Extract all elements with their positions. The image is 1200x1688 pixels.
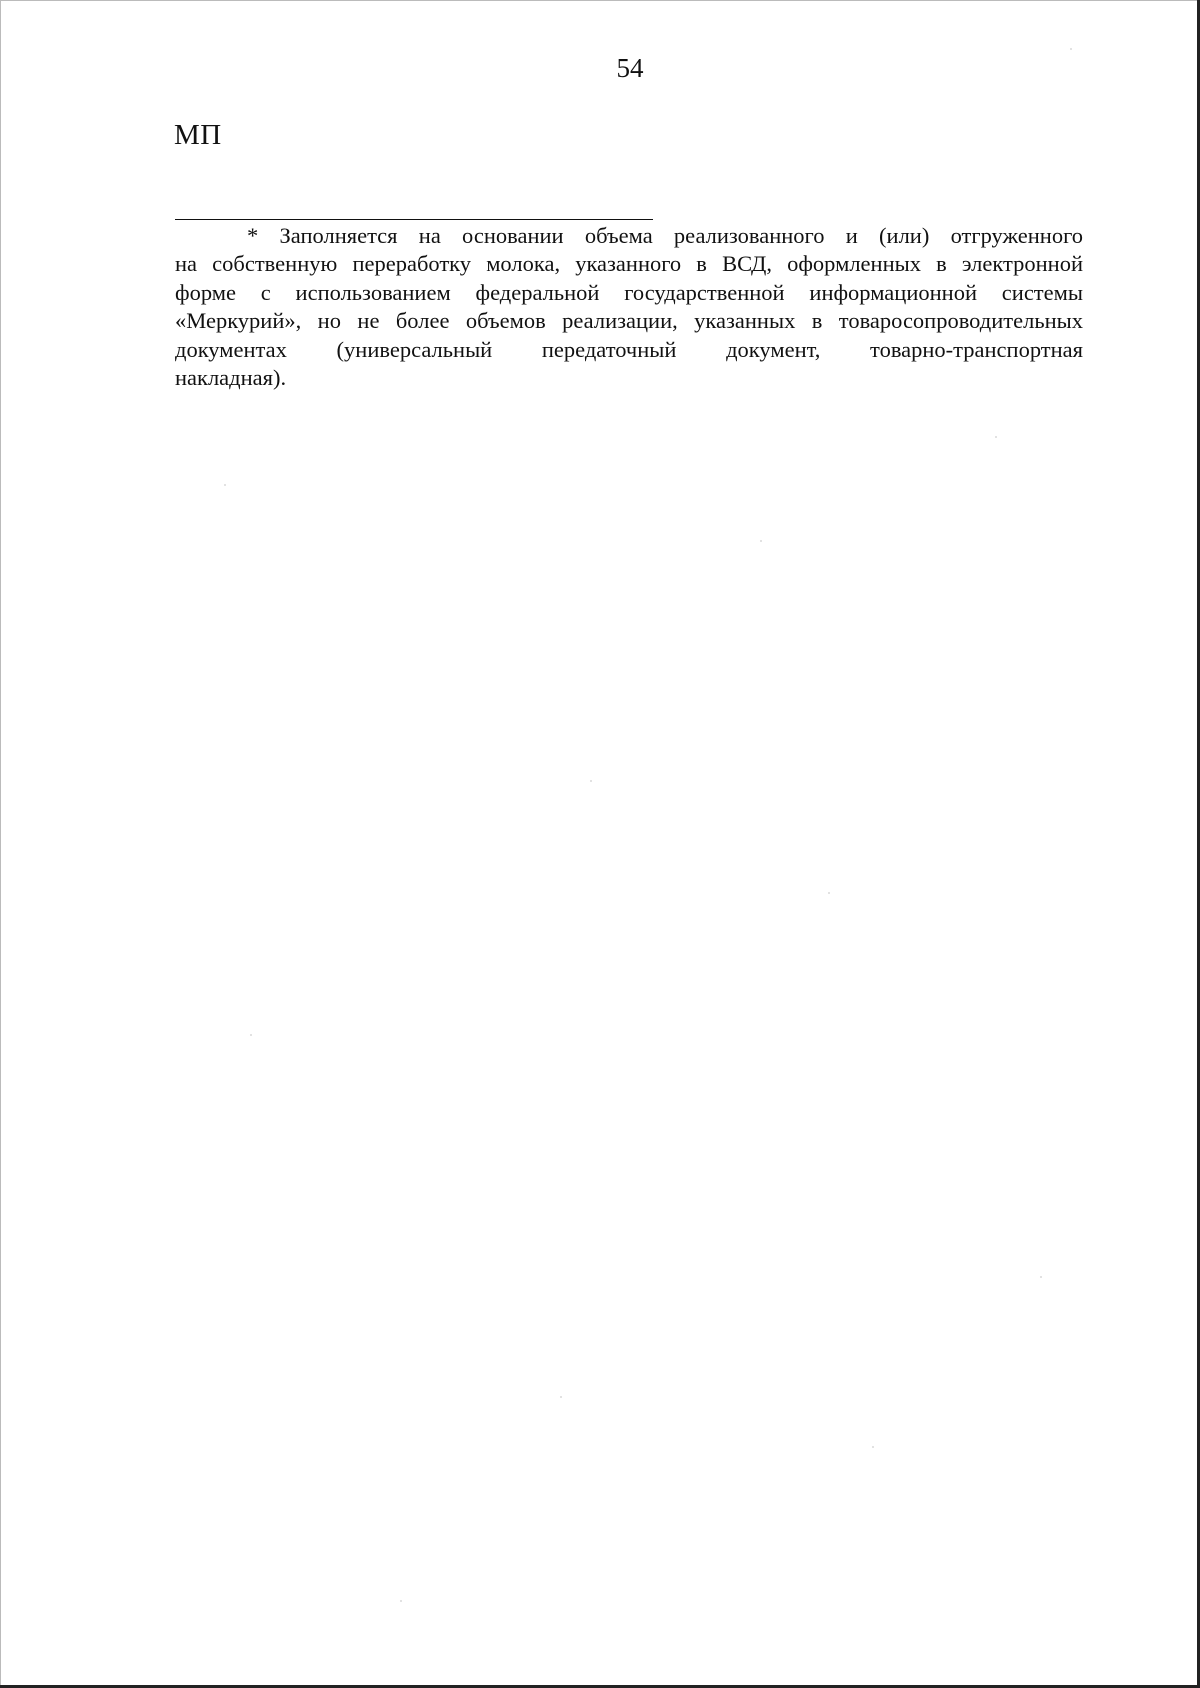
stamp-placeholder-label: МП xyxy=(174,119,222,151)
footnote-line: накладная). xyxy=(175,365,287,391)
scan-speck xyxy=(1070,48,1072,50)
footnote-line: «Меркурий», но не более объемов реализации, указанных в товаросопроводительных xyxy=(175,308,1083,334)
page-number: 54 xyxy=(616,53,644,83)
scan-speck xyxy=(400,1600,402,1602)
scan-speck xyxy=(590,780,592,782)
footnote-line: на собственную переработку молока, указанного в ВСД, оформленных в электронной xyxy=(175,251,1083,277)
scan-edge-left xyxy=(0,0,1,1688)
scan-speck xyxy=(995,436,997,438)
footnote-line: * Заполняется на основании объема реализованного и (или) отгруженного xyxy=(247,223,1083,248)
scan-speck xyxy=(760,540,762,542)
footnote-line: форме с использованием федеральной государственной информационной системы xyxy=(175,279,1083,305)
footnote xyxy=(175,222,1083,392)
scan-speck xyxy=(1040,1276,1042,1278)
footnote-line: документах (универсальный передаточный документ, товарно-транспортная xyxy=(175,336,1083,362)
scan-edge-top xyxy=(0,0,1200,1)
scan-speck xyxy=(224,484,226,486)
scan-speck xyxy=(250,1034,252,1036)
scan-speck xyxy=(872,1446,874,1448)
footnote-separator xyxy=(175,219,653,220)
scan-speck xyxy=(828,892,830,894)
scan-speck xyxy=(560,1396,562,1398)
